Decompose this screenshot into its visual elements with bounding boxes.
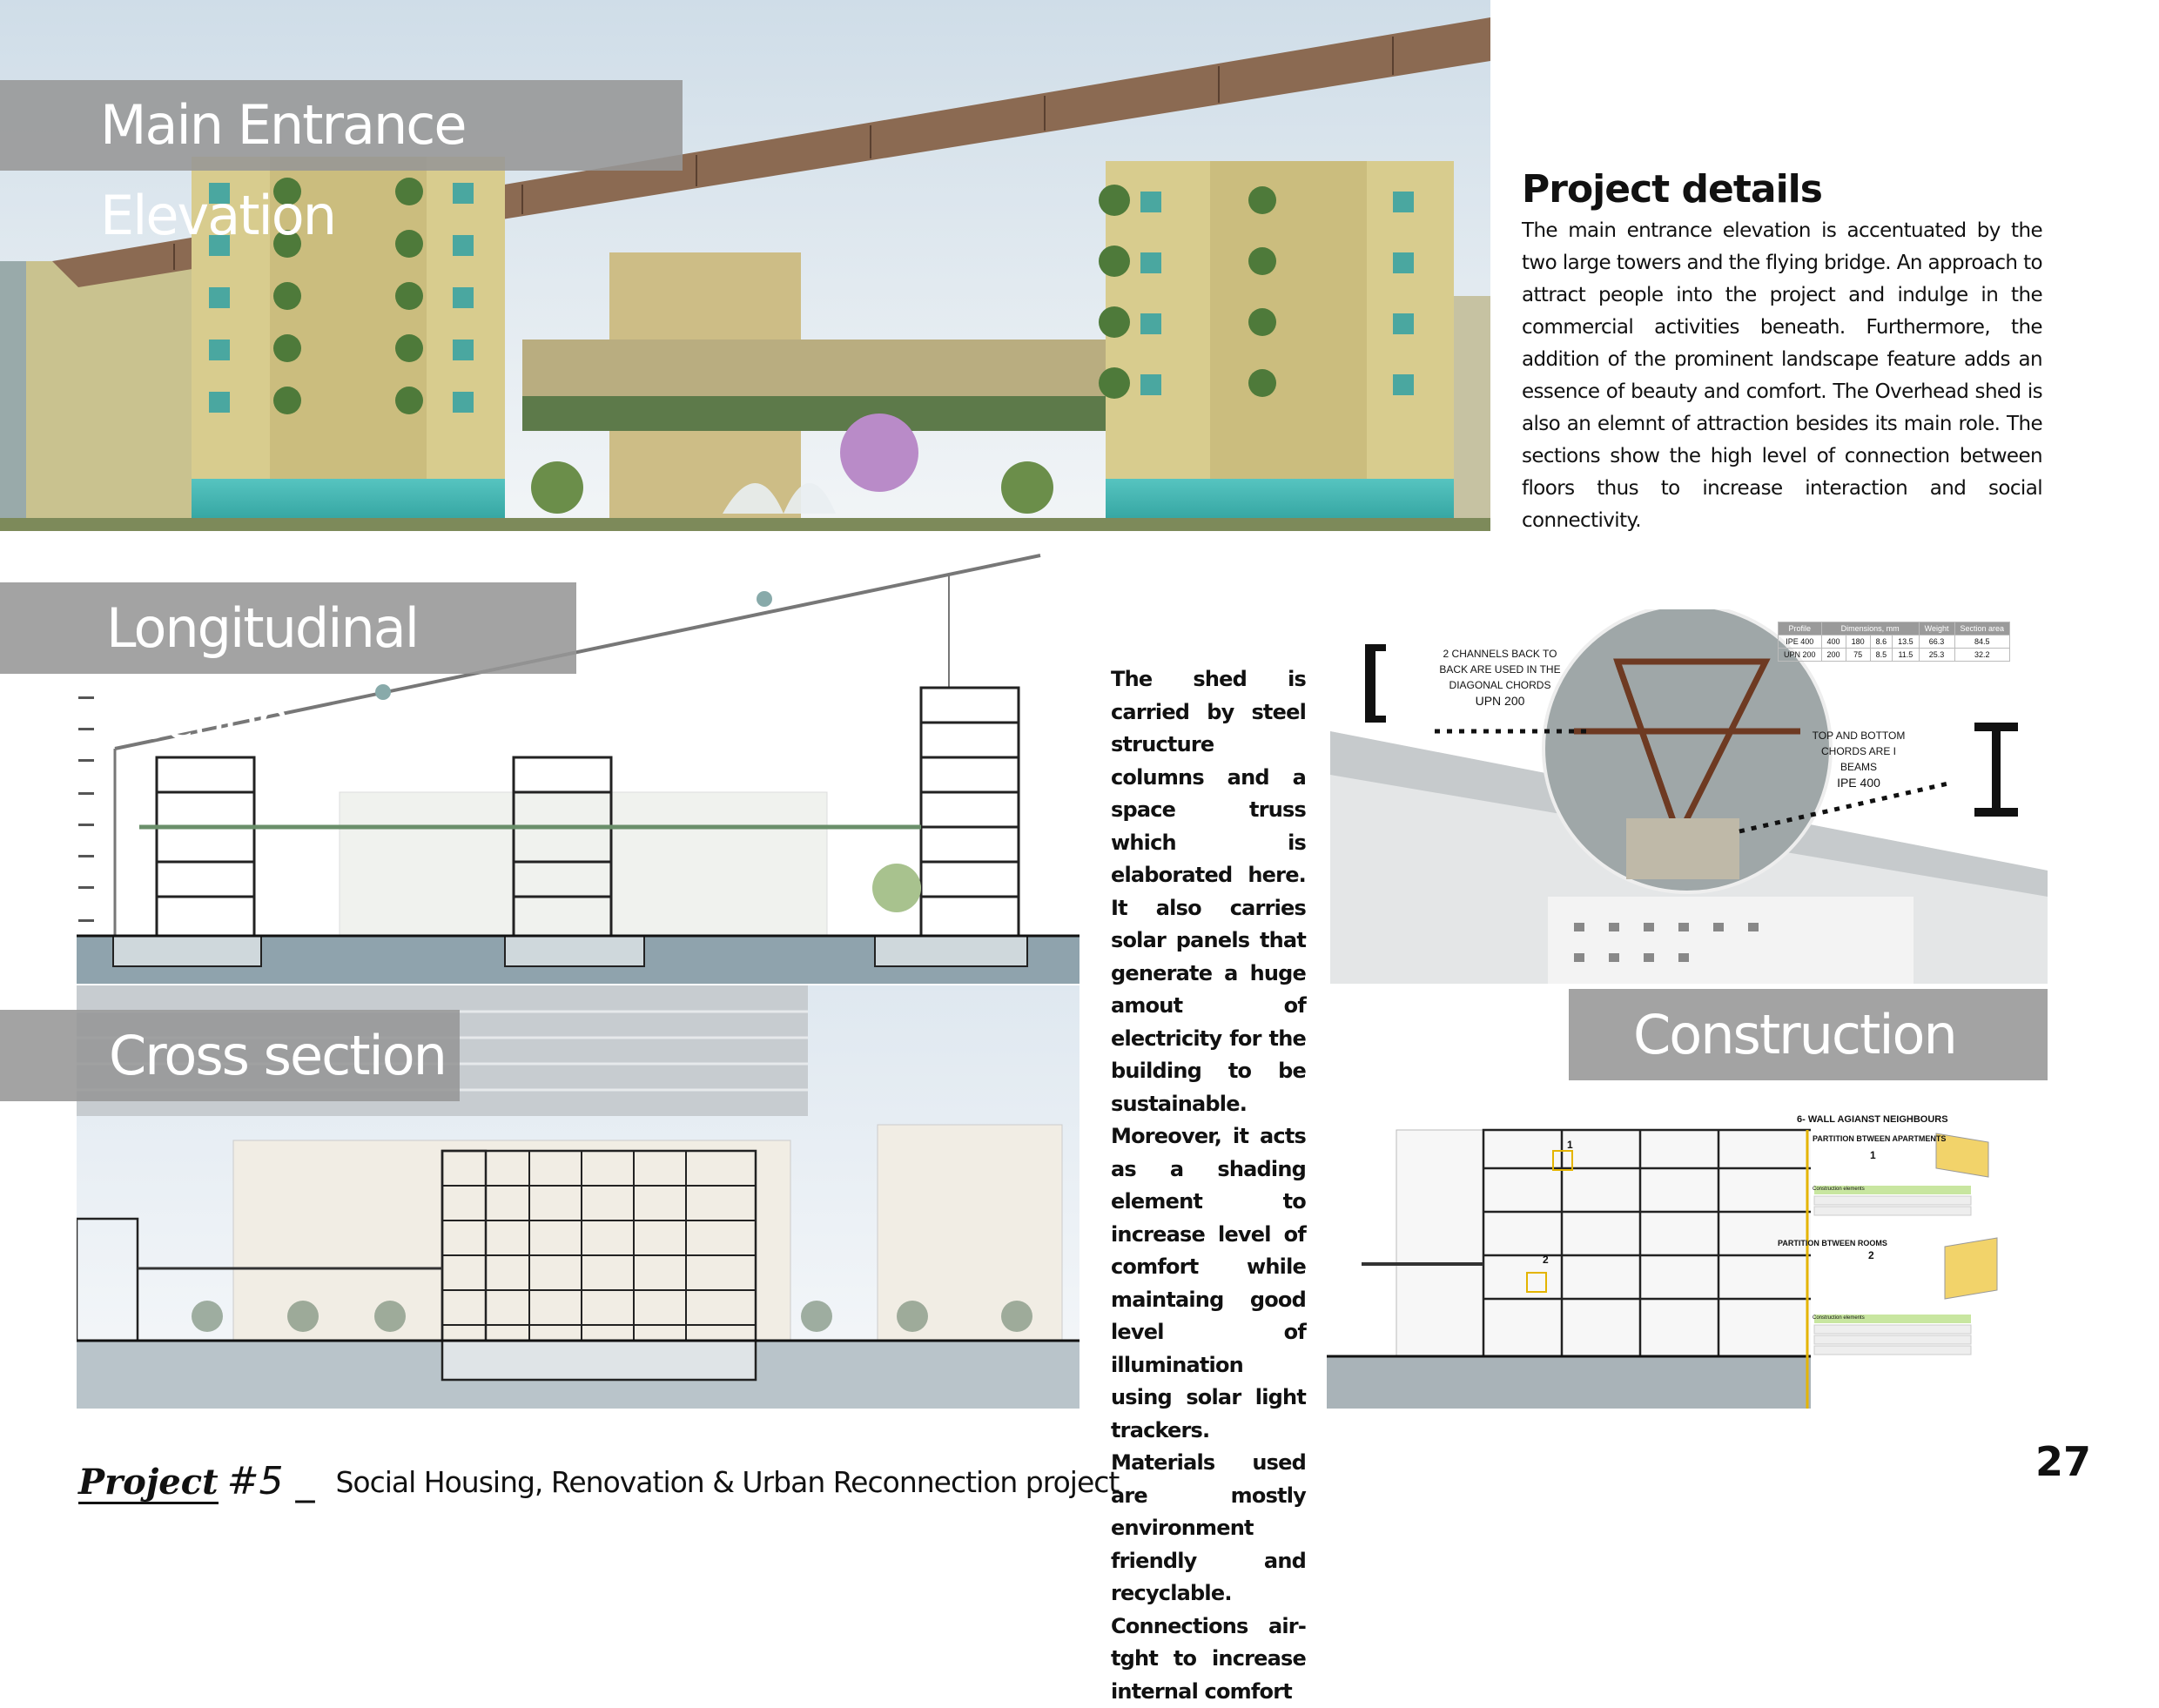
page-number: 27: [2035, 1438, 2092, 1485]
table-cell: 180: [1846, 635, 1870, 649]
shed-description: The shed is carried by steel structure columns and a space truss which is elaborated here. It also carries solar panels that generate a huge amout of electricity for the building to be sustainable. Moreover, it acts as a shading element to increase level of comfort while maintaing good level of illumination using solar light trackers. Materials used are mostly environment friendly and recyclable. Connections air-tght to increase internal comfort: [1111, 667, 1306, 1704]
channels-note: [1435, 646, 1565, 709]
beams-note-text: TOP AND BOTTOM CHORDS ARE I BEAMS: [1812, 730, 1906, 773]
profile-table: [1778, 622, 2010, 662]
table-cell: IPE 400: [1779, 635, 1822, 649]
cross-section-banner: [0, 1010, 460, 1101]
main-elevation-banner: [0, 80, 683, 247]
table-cell: 400: [1821, 635, 1846, 649]
table-header-area: Section area: [1954, 622, 2010, 635]
beams-note: [1802, 728, 1915, 791]
table-cell: 32.2: [1954, 649, 2010, 662]
table-cell: UPN 200: [1779, 649, 1822, 662]
longitudinal-banner: [0, 582, 576, 751]
room-partition-number: 2: [1868, 1249, 1874, 1261]
table-cell: 66.3: [1919, 635, 1954, 649]
footer-project-number: #5 _: [226, 1459, 315, 1503]
table-header-profile: Profile: [1779, 622, 1822, 635]
table-cell: 25.3: [1919, 649, 1954, 662]
table-cell: 75: [1846, 649, 1870, 662]
table-row: [1779, 649, 2010, 662]
main-elevation-title: Main Entrance Elevation: [100, 93, 466, 247]
footer: [78, 1435, 1119, 1504]
table-cell: 11.5: [1893, 649, 1920, 662]
cross-section-title: Cross section: [109, 1024, 446, 1087]
wall-detail-title: 6- WALL AGIANST NEIGHBOURS: [1797, 1114, 1948, 1125]
partition-apartments-label: PARTITION BTWEEN APARTMENTS: [1813, 1134, 1947, 1143]
project-details-heading: Project details: [1522, 167, 1822, 212]
callout-number-2: 2: [1543, 1254, 1549, 1266]
table-cell: 200: [1821, 649, 1846, 662]
longitudinal-title: Longitudinal section: [106, 596, 418, 751]
table-cell: 13.5: [1893, 635, 1920, 649]
table-cell: 84.5: [1954, 635, 2010, 649]
channels-note-text: 2 CHANNELS BACK TO BACK ARE USED IN THE DIAGONAL CHORDS: [1439, 648, 1561, 691]
beams-profile: IPE 400: [1837, 776, 1880, 790]
footer-title: Social Housing, Renovation & Urban Reconnection project: [335, 1465, 1120, 1499]
construction-banner: [1569, 989, 2048, 1080]
wall-detail-drawing: [1327, 1116, 2051, 1409]
channels-profile: UPN 200: [1475, 694, 1525, 708]
construction-elements-label-1: Construction elements: [1813, 1187, 1865, 1192]
table-cell: 8.5: [1870, 649, 1893, 662]
construction-elements-label-2: Construction elements: [1813, 1315, 1865, 1321]
table-header-dimensions: Dimensions, mm: [1821, 622, 1919, 635]
table-row: [1779, 635, 2010, 649]
apartment-partition-number: 1: [1870, 1149, 1876, 1161]
construction-title: Construction: [1633, 1003, 1956, 1066]
table-cell: 8.6: [1870, 635, 1893, 649]
footer-script-word: Project: [78, 1462, 219, 1503]
callout-number-1: 1: [1567, 1139, 1573, 1151]
table-header-weight: Weight: [1919, 622, 1954, 635]
project-details-body: The main entrance elevation is accentuated by the two large towers and the flying bridge. An approach to attract people into the project and indulge in the commercial activities beneath. Furthermore, the addition of the prominent landscape feature adds an essence of beauty and comfort. The Overhead shed is also an elemnt of attraction besides its main role. The sections show the high level of connection between floors thus to increase interaction and social connectivity.: [1522, 219, 2042, 532]
partition-rooms-label: PARTITION BTWEEN ROOMS: [1778, 1239, 1887, 1247]
